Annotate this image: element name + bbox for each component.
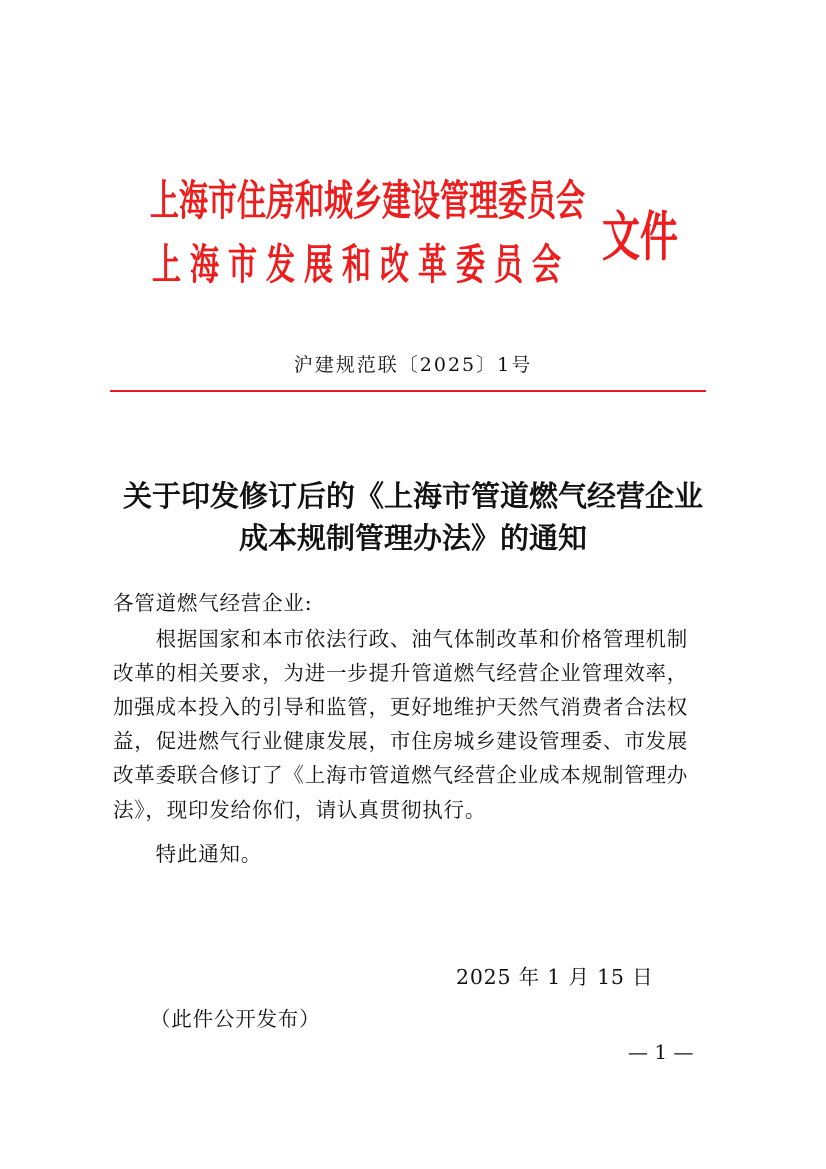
issuer-line-housing-commission: 上海市住房和城乡建设管理委员会 [150,176,586,226]
publication-note: （此件公开发布） [150,1007,321,1031]
body-line: 改革的相关要求，为进一步提升管道燃气经营企业管理效率， [113,661,689,685]
notice-title-line1: 关于印发修订后的《上海市管道燃气经营企业 [122,479,703,513]
body-line: 法》，现印发给你们，请认真贯彻执行。 [113,798,487,822]
document-number: 沪建规范联〔2025〕1号 [293,354,533,376]
document-label: 文件 [602,206,679,268]
body-line: 根据国家和本市依法行政、油气体制改革和价格管理机制 [113,627,689,651]
notice-title-line2: 成本规制管理办法》的通知 [238,521,587,555]
red-divider [110,390,706,392]
issuer-line-development-commission: 上海市发展和改革委员会 [152,240,571,290]
body-line: 益，促进燃气行业健康发展，市住房城乡建设管理委、市发展 [113,729,689,753]
body-line: 改革委联合修订了《上海市管道燃气经营企业成本规制管理办 [113,763,689,787]
issue-date: 2025 年 1 月 15 日 [456,965,654,989]
salutation: 各管道燃气经营企业: [113,591,313,615]
page-number: — 1 — [628,1040,694,1064]
closing-line: 特此通知。 [113,842,263,866]
body-line: 加强成本投入的引导和监管，更好地维护天然气消费者合法权 [113,695,689,719]
